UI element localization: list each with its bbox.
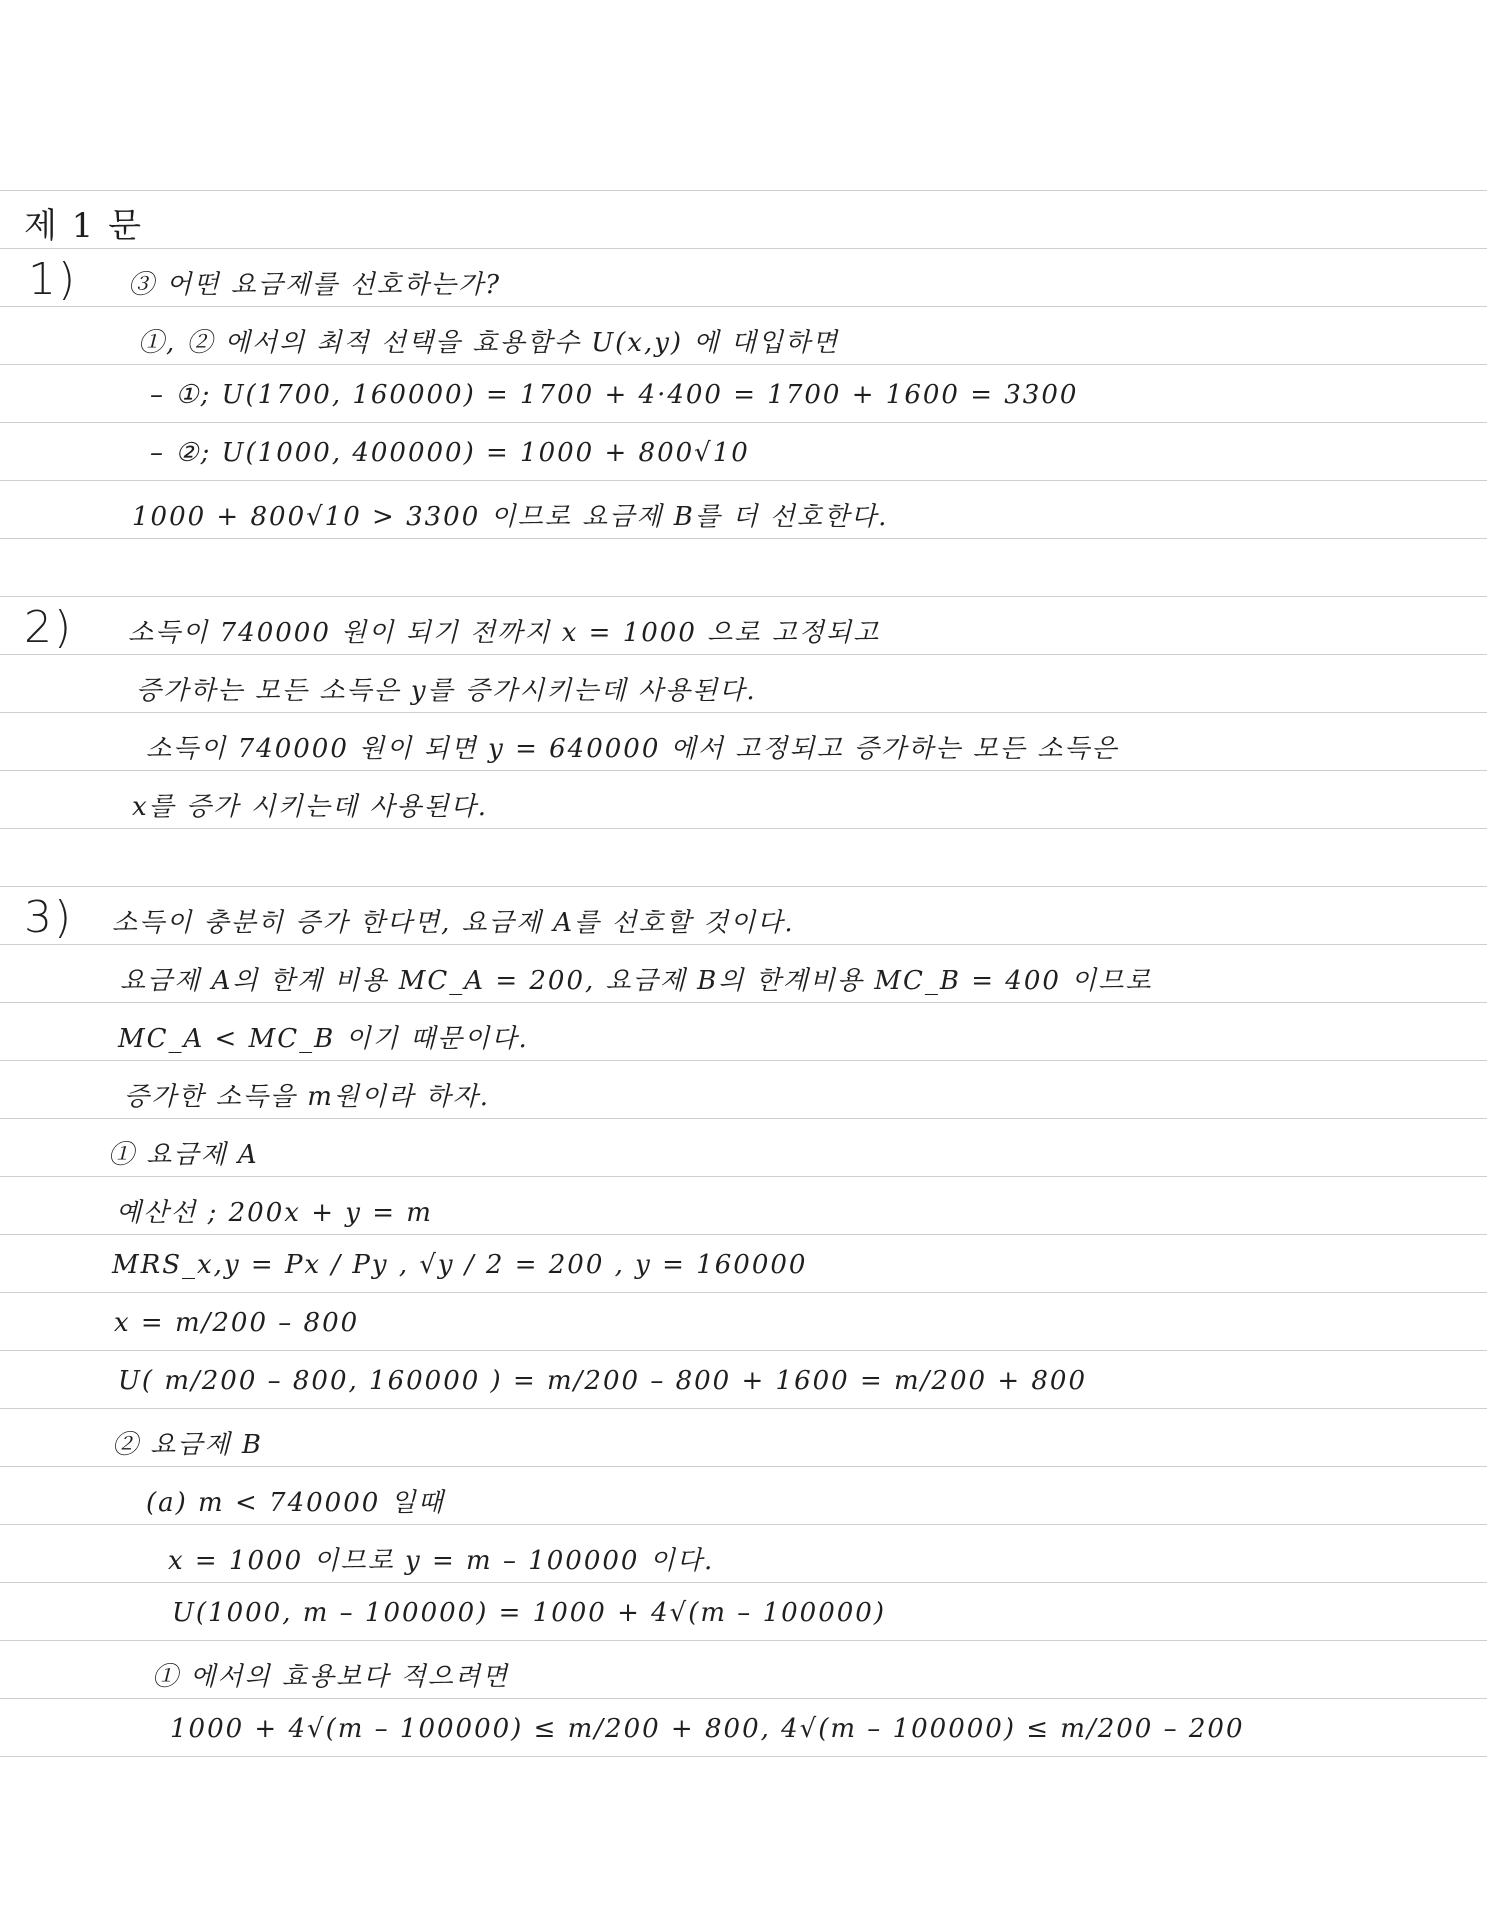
ruled-line bbox=[0, 828, 1487, 829]
ruled-line bbox=[0, 944, 1487, 945]
answer-line: 1000 + 800√10 > 3300 이므로 요금제 B를 더 선호한다. bbox=[132, 502, 889, 532]
ruled-line bbox=[0, 1292, 1487, 1293]
section-number: 2) bbox=[24, 602, 74, 653]
ruled-line bbox=[0, 770, 1487, 771]
answer-line: MC_A < MC_B 이기 때문이다. bbox=[118, 1024, 529, 1054]
answer-line: U(1000, m – 100000) = 1000 + 4√(m – 100000) bbox=[172, 1598, 886, 1628]
ruled-line bbox=[0, 1176, 1487, 1177]
ruled-line bbox=[0, 422, 1487, 423]
answer-line: ③ 어떤 요금제를 선호하는가? bbox=[128, 270, 502, 300]
answer-line: (a) m < 740000 일때 bbox=[146, 1488, 445, 1518]
answer-line: x = 1000 이므로 y = m – 100000 이다. bbox=[168, 1546, 715, 1576]
answer-line: ② 요금제 B bbox=[112, 1430, 263, 1460]
ruled-line bbox=[0, 306, 1487, 307]
ruled-line bbox=[0, 364, 1487, 365]
ruled-line bbox=[0, 1060, 1487, 1061]
ruled-line bbox=[0, 190, 1487, 191]
ruled-line bbox=[0, 1698, 1487, 1699]
answer-line: x를 증가 시키는데 사용된다. bbox=[132, 792, 488, 822]
answer-line: 요금제 A의 한계 비용 MC_A = 200, 요금제 B의 한계비용 MC_B = 400 이므로 bbox=[120, 966, 1153, 996]
answer-line: ① 에서의 효용보다 적으려면 bbox=[152, 1662, 510, 1692]
answer-line: 증가하는 모든 소득은 y를 증가시키는데 사용된다. bbox=[136, 676, 757, 706]
answer-line: 소득이 충분히 증가 한다면, 요금제 A를 선호할 것이다. bbox=[112, 908, 795, 938]
answer-line: 소득이 740000 원이 되기 전까지 x = 1000 으로 고정되고 bbox=[128, 618, 881, 648]
ruled-line bbox=[0, 1524, 1487, 1525]
ruled-line bbox=[0, 1582, 1487, 1583]
ruled-line bbox=[0, 1756, 1487, 1757]
ruled-line bbox=[0, 1118, 1487, 1119]
ruled-line bbox=[0, 654, 1487, 655]
ruled-line bbox=[0, 248, 1487, 249]
answer-line: x = m/200 – 800 bbox=[114, 1308, 360, 1338]
answer-line: – ①; U(1700, 160000) = 1700 + 4·400 = 1700 + 1600 = 3300 bbox=[150, 380, 1079, 410]
section-number: 1) bbox=[28, 254, 78, 305]
section-number: 3) bbox=[24, 892, 74, 943]
answer-line: – ②; U(1000, 400000) = 1000 + 800√10 bbox=[150, 438, 750, 468]
answer-line: ①, ② 에서의 최적 선택을 효용함수 U(x,y) 에 대입하면 bbox=[138, 328, 840, 358]
answer-line: 소득이 740000 원이 되면 y = 640000 에서 고정되고 증가하는 모든 소득은 bbox=[146, 734, 1119, 764]
ruled-line bbox=[0, 712, 1487, 713]
answer-line: ① 요금제 A bbox=[108, 1140, 259, 1170]
ruled-line bbox=[0, 538, 1487, 539]
ruled-line bbox=[0, 1002, 1487, 1003]
answer-line: 증가한 소득을 m원이라 하자. bbox=[124, 1082, 490, 1112]
ruled-line bbox=[0, 1466, 1487, 1467]
answer-line: MRS_x,y = Px / Py , √y / 2 = 200 , y = 160000 bbox=[112, 1250, 808, 1280]
ruled-line bbox=[0, 1234, 1487, 1235]
answer-line: U( m/200 – 800, 160000 ) = m/200 – 800 + 1600 = m/200 + 800 bbox=[118, 1366, 1087, 1396]
ruled-line bbox=[0, 596, 1487, 597]
answer-line: 예산선 ; 200x + y = m bbox=[116, 1198, 433, 1228]
answer-line: 1000 + 4√(m – 100000) ≤ m/200 + 800, 4√(m – 100000) ≤ m/200 – 200 bbox=[170, 1714, 1245, 1744]
page-heading: 제 1 문 bbox=[24, 206, 143, 246]
ruled-line bbox=[0, 886, 1487, 887]
ruled-line bbox=[0, 1408, 1487, 1409]
ruled-line bbox=[0, 1350, 1487, 1351]
ruled-line bbox=[0, 1640, 1487, 1641]
ruled-line bbox=[0, 480, 1487, 481]
